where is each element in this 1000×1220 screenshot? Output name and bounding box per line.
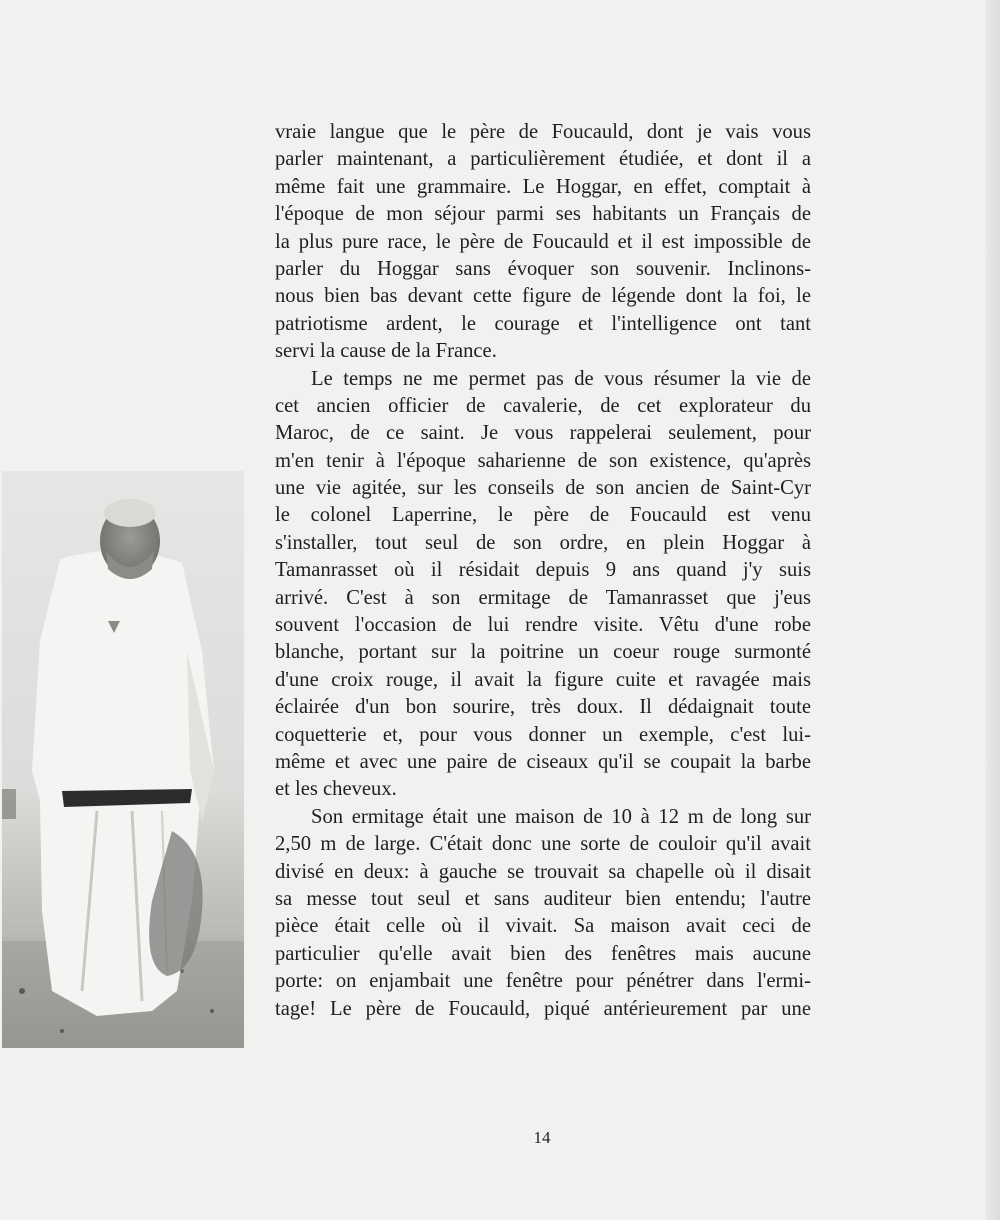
page-number: 14 <box>533 1128 551 1147</box>
text-line: blanche, portant sur la poitrine un coeur rouge surmonté <box>275 641 811 664</box>
text-line: Maroc, de ce saint. Je vous rappelerai seulement, pour <box>275 422 811 445</box>
text-line: servi la cause de la France. <box>275 340 497 363</box>
text-line: et les cheveux. <box>275 778 397 801</box>
text-line: porte: on enjambait une fenêtre pour pénétrer dans l'ermi- <box>275 970 811 993</box>
text-line: s'installer, tout seul de son ordre, en plein Hoggar à <box>275 531 811 554</box>
text-line: éclairée d'un bon sourire, très doux. Il dédaignait toute <box>275 696 811 719</box>
portrait-photo <box>2 471 244 1048</box>
text-line: même fait une grammaire. Le Hoggar, en effet, comptait à <box>275 175 811 198</box>
text-line: Tamanrasset où il résidait depuis 9 ans quand j'y suis <box>275 559 811 582</box>
paragraph-2 <box>275 366 811 804</box>
paragraph-1 <box>275 119 811 366</box>
text-line: Le temps ne me permet pas de vous résumer la vie de <box>311 367 811 390</box>
text-line: une vie agitée, sur les conseils de son ancien de Saint-Cyr <box>275 477 811 500</box>
text-line: nous bien bas devant cette figure de légende dont la foi, le <box>275 285 811 308</box>
text-line: souvent l'occasion de lui rendre visite. Vêtu d'une robe <box>275 614 811 637</box>
paragraph-3 <box>275 804 811 1023</box>
text-line: m'en tenir à l'époque saharienne de son existence, qu'après <box>275 449 811 472</box>
text-line: patriotisme ardent, le courage et l'intelligence ont tant <box>275 312 811 335</box>
text-line: 2,50 m de large. C'était donc une sorte de couloir qu'il avait <box>275 833 811 856</box>
text-line: pièce était celle où il vivait. Sa maison avait ceci de <box>275 915 811 938</box>
text-line: coquetterie et, pour vous donner un exemple, c'est lui- <box>275 723 811 746</box>
text-line: divisé en deux: à gauche se trouvait sa chapelle où il disait <box>275 860 811 883</box>
text-line: Son ermitage était une maison de 10 à 12 m de long sur <box>311 805 811 828</box>
text-line: vraie langue que le père de Foucauld, dont je vais vous <box>275 121 811 143</box>
text-line: parler maintenant, a particulièrement étudiée, et dont il a <box>275 148 811 171</box>
text-line: cet ancien officier de cavalerie, de cet explorateur du <box>275 394 811 417</box>
text-line: même et avec une paire de ciseaux qu'il se coupait la barbe <box>275 750 811 773</box>
text-line: particulier qu'elle avait bien des fenêtres mais aucune <box>275 942 811 965</box>
body-text <box>275 119 811 1023</box>
text-line: parler du Hoggar sans évoquer son souvenir. Inclinons- <box>275 257 811 280</box>
text-line: arrivé. C'est à son ermitage de Tamanrasset que j'eus <box>275 586 811 609</box>
text-line: d'une croix rouge, il avait la figure cuite et ravagée mais <box>275 668 811 691</box>
text-line: la plus pure race, le père de Foucauld et il est impossible de <box>275 230 811 253</box>
text-line: sa messe tout seul et sans auditeur bien entendu; l'autre <box>275 887 811 910</box>
page-edge <box>986 0 1000 1220</box>
text-line: l'époque de mon séjour parmi ses habitants un Français de <box>275 203 811 226</box>
text-line: tage! Le père de Foucauld, piqué antérieurement par une <box>275 997 811 1020</box>
text-line: le colonel Laperrine, le père de Foucauld est venu <box>275 504 811 527</box>
